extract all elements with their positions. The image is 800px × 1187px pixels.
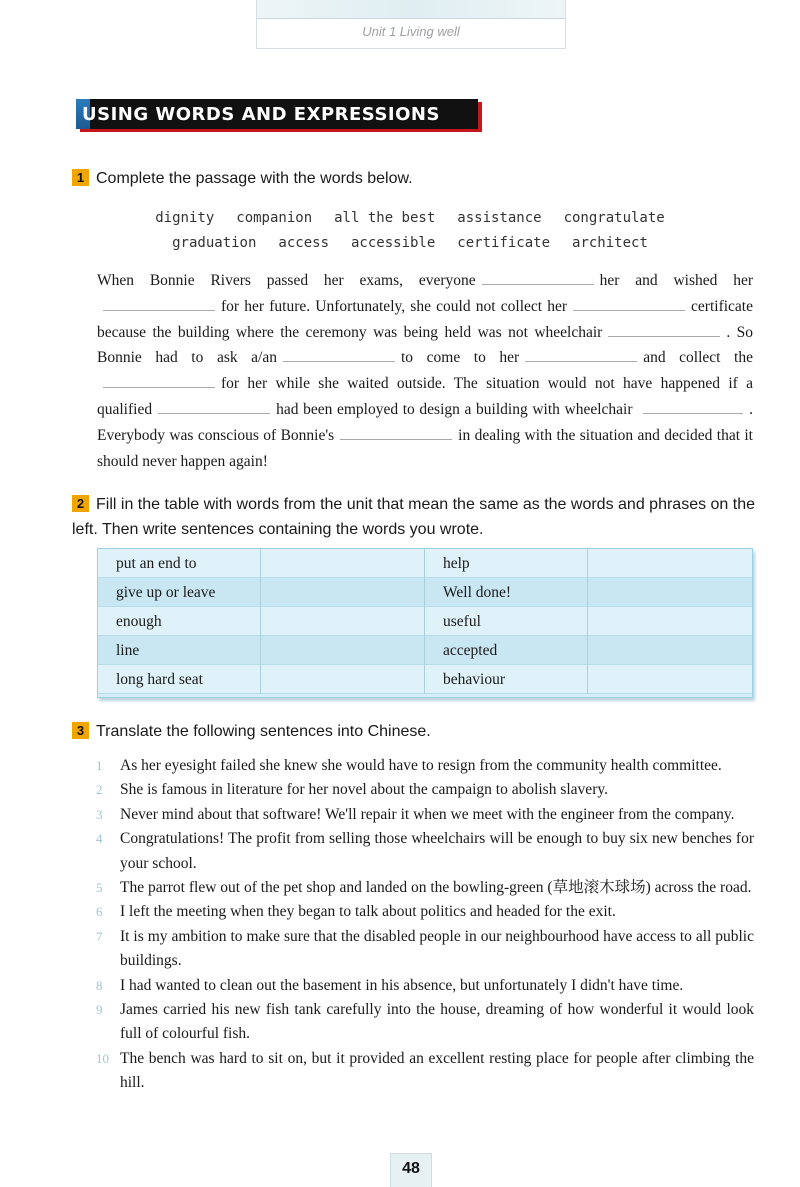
sentence-text: The parrot flew out of the pet shop and landed on the bowling-green (草地滚木球场) across the road. xyxy=(120,879,752,897)
sentence-text: It is my ambition to make sure that the disabled people in our neighbourhood have access to all public buildings. xyxy=(120,927,754,970)
sentence-number: 5 xyxy=(96,880,103,896)
word-bank-item: accessible xyxy=(351,235,436,251)
sentence-text: I left the meeting when they began to talk about politics and headed for the exit. xyxy=(120,903,616,921)
table-row xyxy=(98,636,752,665)
table-cell-answer[interactable] xyxy=(261,549,425,578)
exercise-2-instruction: Fill in the table with words from the unit that mean the same as the words and phrases on the left. Then write sentences containing the words you wrote. xyxy=(72,496,756,538)
passage-text: certificate because the building where the ceremony was being held was not wheelchair xyxy=(97,297,753,341)
table-cell-term: useful xyxy=(425,607,588,636)
list-item xyxy=(96,754,754,778)
blank-6[interactable] xyxy=(525,347,637,362)
blank-10[interactable] xyxy=(340,425,452,440)
blank-7[interactable] xyxy=(103,373,215,388)
table-cell-answer[interactable] xyxy=(261,636,425,665)
list-item xyxy=(96,876,754,900)
passage-text: and collect the xyxy=(643,349,753,367)
word-bank-item: companion xyxy=(236,210,313,226)
blank-3[interactable] xyxy=(573,296,685,311)
passage-text: When Bonnie Rivers passed her exams, everyone xyxy=(97,272,476,289)
word-bank xyxy=(150,206,670,256)
blank-4[interactable] xyxy=(608,322,720,337)
passage-text: her and wished her xyxy=(599,272,754,289)
list-item xyxy=(96,803,754,827)
exercise-2-heading xyxy=(72,492,756,542)
table-row xyxy=(98,549,752,578)
exercise-3-instruction: Translate the following sentences into Chinese. xyxy=(96,723,431,740)
sentence-text: She is famous in literature for her novel about the campaign to abolish slavery. xyxy=(120,781,608,799)
table-cell-term: accepted xyxy=(425,636,588,665)
exercise-1-instruction: Complete the passage with the words below. xyxy=(96,170,413,187)
table-cell-term: Well done! xyxy=(425,578,588,607)
table-cell-term: line xyxy=(98,636,261,665)
sentence-number: 8 xyxy=(96,977,103,993)
table-cell-answer[interactable] xyxy=(261,665,425,694)
passage-text: in dealing with the situation and decided that it should never happen again! xyxy=(97,426,753,470)
table-cell-term: give up or leave xyxy=(98,578,261,607)
list-item xyxy=(96,974,754,998)
sentence-number: 7 xyxy=(96,928,103,944)
sentence-text: James carried his new fish tank carefully into the house, dreaming of how wonderful it would look full of colourful fish. xyxy=(120,1001,754,1043)
list-item xyxy=(96,925,754,974)
table-cell-term: help xyxy=(425,549,588,578)
passage-text: . Everybody was conscious of Bonnie's xyxy=(97,400,754,444)
word-bank-item: graduation xyxy=(172,235,257,251)
word-bank-item: architect xyxy=(572,235,648,251)
translation-sentences xyxy=(96,754,754,1096)
sentence-text: Never mind about that software! We'll repair it when we meet with the engineer from the company. xyxy=(120,805,735,823)
table-cell-term: enough xyxy=(98,607,261,636)
blank-2[interactable] xyxy=(103,296,215,311)
sentence-text: As her eyesight failed she knew she would have to resign from the community health committee. xyxy=(120,757,722,774)
list-item xyxy=(96,827,754,876)
sentence-text: The bench was hard to sit on, but it provided an excellent resting place for people after climbing the hill. xyxy=(120,1049,754,1092)
passage-text: had been employed to design a building with wheelchair xyxy=(276,400,633,418)
exercise-1-number: 1 xyxy=(72,169,89,186)
table-cell-term: put an end to xyxy=(98,549,261,578)
unit-title: Unit 1 Living well xyxy=(362,24,460,39)
sentence-number: 2 xyxy=(96,782,103,798)
table-cell-answer[interactable] xyxy=(588,578,752,607)
section-title: USING WORDS AND EXPRESSIONS xyxy=(82,104,440,125)
sentence-number: 10 xyxy=(96,1050,109,1066)
blank-8[interactable] xyxy=(158,399,270,414)
list-item xyxy=(96,1047,754,1096)
list-item xyxy=(96,998,754,1047)
passage-text: to come to her xyxy=(401,349,520,367)
word-bank-item: assistance xyxy=(457,210,542,226)
sentence-number: 3 xyxy=(96,806,103,822)
exercise-1-heading xyxy=(72,166,413,191)
page-number: 48 xyxy=(390,1153,432,1187)
word-bank-row xyxy=(150,231,670,256)
exercise-3-number: 3 xyxy=(72,722,89,739)
table-row xyxy=(98,607,752,636)
sentence-number: 4 xyxy=(96,831,103,847)
cloze-passage xyxy=(97,268,753,474)
unit-header xyxy=(256,0,566,49)
list-item xyxy=(96,778,754,802)
table-cell-answer[interactable] xyxy=(588,607,752,636)
blank-9[interactable] xyxy=(643,399,743,414)
exercise-3-heading xyxy=(72,719,431,744)
blank-1[interactable] xyxy=(482,270,594,285)
word-bank-item: access xyxy=(278,235,329,251)
header-decoration xyxy=(257,0,565,19)
table-cell-answer[interactable] xyxy=(261,607,425,636)
passage-text: . So Bonnie had to ask a/an xyxy=(97,323,753,367)
table-row xyxy=(98,578,752,607)
table-cell-answer[interactable] xyxy=(588,549,752,578)
table-cell-answer[interactable] xyxy=(588,636,752,665)
word-bank-item: congratulate xyxy=(563,210,665,226)
table-cell-term: long hard seat xyxy=(98,665,261,694)
synonym-table xyxy=(97,548,753,698)
table-cell-answer[interactable] xyxy=(588,665,752,694)
word-bank-item: certificate xyxy=(457,235,551,251)
passage-text: for her while she waited outside. The situation would not have happened if a qualified xyxy=(97,375,753,418)
word-bank-row xyxy=(150,206,670,231)
sentence-text: I had wanted to clean out the basement in his absence, but unfortunately I didn't have time. xyxy=(120,976,684,994)
table-cell-answer[interactable] xyxy=(261,578,425,607)
passage-text: for her future. Unfortunately, she could not collect her xyxy=(221,297,568,315)
word-bank-item: all the best xyxy=(334,210,436,226)
section-banner xyxy=(76,99,478,129)
sentence-number: 1 xyxy=(96,758,103,773)
sentence-text: Congratulations! The profit from selling those wheelchairs will be enough to buy six new benches for your school. xyxy=(120,830,754,872)
table-cell-term: behaviour xyxy=(425,665,588,694)
blank-5[interactable] xyxy=(283,347,395,362)
table-row xyxy=(98,665,752,694)
sentence-number: 9 xyxy=(96,1002,103,1018)
list-item xyxy=(96,900,754,924)
word-bank-item: dignity xyxy=(155,210,215,226)
exercise-2-number: 2 xyxy=(72,495,89,512)
sentence-number: 6 xyxy=(96,904,103,920)
